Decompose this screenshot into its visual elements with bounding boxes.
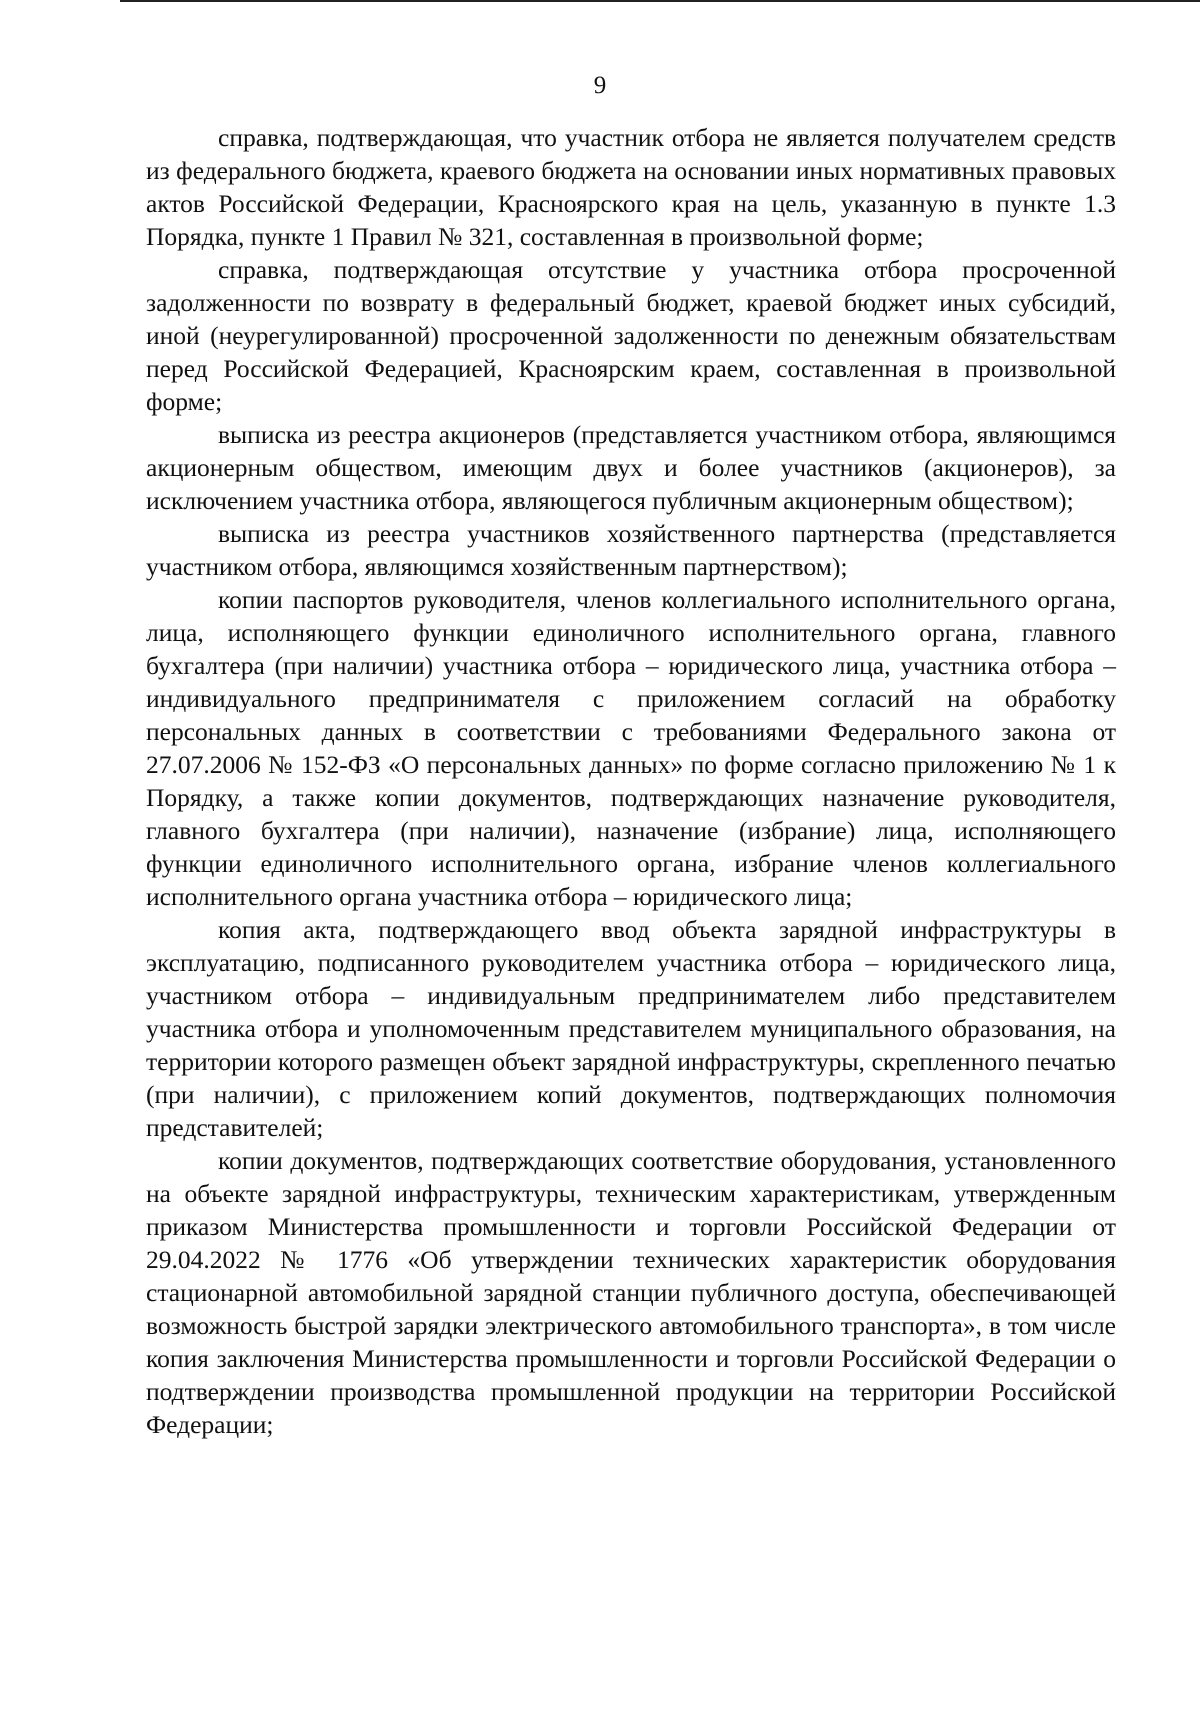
document-body bbox=[146, 121, 1116, 1441]
top-rule bbox=[120, 0, 1200, 2]
paragraph-passport-copies: копии паспортов руководителя, членов коллегиального исполнительного органа, лица, исполняющего функции единоличного исполнительного органа, главного бухгалтера (при наличии) участника отбора – юридического лица, участника отбора – индивидуального предпринимателя с приложением согласий на обработку персональных данных в соответствии с требованиями Федерального закона от 27.07.2006 № 152-ФЗ «О персональных данных» по форме согласно приложению № 1 к Порядку, а также копии документов, подтверждающих назначение руководителя, главного бухгалтера (при наличии), назначение (избрание) лица, исполняющего функции единоличного исполнительного органа, избрание членов коллегиального исполнительного органа участника отбора – юридического лица; bbox=[146, 585, 1116, 911]
page-number: 9 bbox=[593, 72, 607, 99]
paragraph-commissioning-act: копия акта, подтверждающего ввод объекта зарядной инфраструктуры в эксплуатацию, подписанного руководителем участника отбора – юридического лица, участником отбора – индивидуальным предпринимателем либо представителем участника отбора и уполномоченным представителем муниципального образования, на территории которого размещен объект зарядной инфраструктуры, скрепленного печатью (при наличии), с приложением копий документов, подтверждающих полномочия представителей; bbox=[146, 915, 1116, 1142]
paragraph-equipment-documents: копии документов, подтверждающих соответствие оборудования, установленного на объекте зарядной инфраструктуры, техническим характеристикам, утвержденным приказом Министерства промышленности и торговли Российской Федерации от 29.04.2022 № 1776 «Об утверждении технических характеристик оборудования стационарной автомобильной зарядной станции публичного доступа, обеспечивающей возможность быстрой зарядки электрического автомобильного транспорта», в том числе копия заключения Министерства промышленности и торговли Российской Федерации о подтверждении производства промышленной продукции на территории Российской Федерации; bbox=[146, 1146, 1116, 1439]
paragraph-debt-certificate: справка, подтверждающая отсутствие у участника отбора просроченной задолженности по возврату в федеральный бюджет, краевой бюджет иных субсидий, иной (неурегулированной) просроченной задолженности по денежным обязательствам перед Российской Федерацией, Красноярским краем, составленная в произвольной форме; bbox=[146, 255, 1116, 416]
paragraph-partnership-register: выписка из реестра участников хозяйственного партнерства (представляется участником отбора, являющимся хозяйственным партнерством); bbox=[146, 519, 1116, 581]
paragraph-shareholder-register: выписка из реестра акционеров (представляется участником отбора, являющимся акционерным обществом, имеющим двух и более участников (акционеров), за исключением участника отбора, являющегося публичным акционерным обществом); bbox=[146, 420, 1116, 515]
paragraph-budget-certificate: справка, подтверждающая, что участник отбора не является получателем средств из федерального бюджета, краевого бюджета на основании иных нормативных правовых актов Российской Федерации, Красноярского края на цель, указанную в пункте 1.3 Порядка, пункте 1 Правил № 321, составленная в произвольной форме; bbox=[146, 123, 1116, 251]
